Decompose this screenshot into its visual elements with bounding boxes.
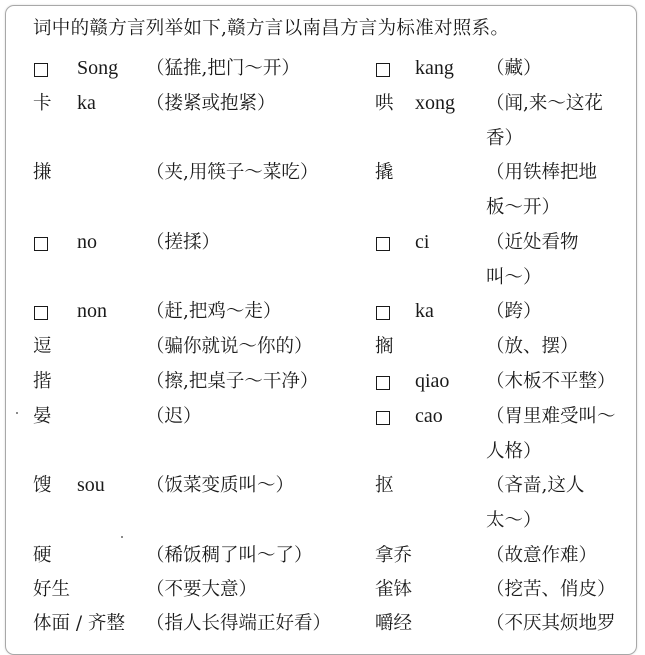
gloss: （猛推,把门～开） [146, 58, 300, 79]
square-placeholder-icon [34, 237, 48, 251]
gloss: （搓揉） [146, 232, 221, 253]
gloss: （藏） [486, 58, 542, 79]
square-placeholder-icon [376, 411, 390, 425]
square-placeholder-icon [34, 63, 48, 77]
gloss: （搂紧或抱紧） [146, 93, 276, 114]
gloss: （不要大意） [146, 579, 258, 600]
missing-char-box [376, 234, 390, 256]
dialect-char: 雀钵 [375, 579, 413, 600]
missing-char-box [376, 303, 390, 325]
square-placeholder-icon [376, 376, 390, 390]
gloss: （放、摆） [486, 336, 579, 357]
dialect-char: 馊 [33, 475, 52, 496]
gloss: （骗你就说～你的） [146, 336, 313, 357]
scan-speck [16, 412, 18, 414]
dialect-char: 抠 [375, 475, 394, 496]
dialect-char: 嚼经 [375, 613, 413, 634]
gloss: （擦,把桌子～干净） [146, 371, 319, 392]
square-placeholder-icon [376, 63, 390, 77]
scan-speck [121, 536, 123, 538]
square-placeholder-icon [376, 306, 390, 320]
pinyin: kang [415, 57, 454, 79]
pinyin: no [77, 231, 97, 253]
gloss: 香） [486, 127, 524, 149]
dialect-char: 逗 [33, 336, 52, 357]
missing-char-box [376, 60, 390, 82]
missing-char-box [34, 234, 48, 256]
gloss: 太～） [486, 509, 542, 531]
gloss: （闻,来～这花 [486, 93, 603, 114]
gloss: 板～开） [486, 196, 561, 218]
gloss: 人格） [486, 440, 542, 462]
missing-char-box [376, 373, 390, 395]
gloss: （饭菜变质叫～） [146, 475, 295, 496]
dialect-char: 搁 [375, 336, 394, 357]
dialect-char: 硬 [33, 545, 52, 566]
gloss: （木板不平整） [486, 371, 616, 392]
square-placeholder-icon [34, 306, 48, 320]
dialect-char: 撬 [375, 162, 394, 183]
pinyin: sou [77, 474, 105, 496]
gloss: （夹,用筷子～菜吃） [146, 162, 319, 183]
square-placeholder-icon [376, 237, 390, 251]
pinyin: ka [415, 300, 434, 322]
gloss: （不厌其烦地罗 [486, 613, 616, 634]
gloss: （故意作难） [486, 545, 598, 566]
dialect-char: 体面 / 齐整 [33, 613, 125, 634]
pinyin: Song [77, 57, 119, 79]
pinyin: xong [415, 92, 455, 114]
missing-char-box [34, 60, 48, 82]
dialect-char: 哄 [375, 93, 394, 114]
dialect-char: 好生 [33, 579, 71, 600]
gloss: （近处看物 [486, 232, 579, 253]
pinyin: ka [77, 92, 96, 114]
dialect-char: 搛 [33, 162, 52, 183]
dialect-char: 拿乔 [375, 545, 413, 566]
gloss: （胃里难受叫～ [486, 406, 616, 427]
pinyin: qiao [415, 370, 450, 392]
missing-char-box [376, 408, 390, 430]
intro-text: 词中的赣方言列举如下,赣方言以南昌方言为标准对照系。 [33, 18, 510, 39]
gloss: （稀饭稠了叫～了） [146, 545, 313, 566]
dialect-char: 揩 [33, 371, 52, 392]
gloss: 叫～） [486, 266, 542, 288]
gloss: （用铁棒把地 [486, 162, 598, 183]
pinyin: cao [415, 405, 443, 427]
gloss: （指人长得端正好看） [146, 613, 332, 634]
gloss: （吝啬,这人 [486, 475, 585, 496]
missing-char-box [34, 303, 48, 325]
gloss: （挖苦、俏皮） [486, 579, 616, 600]
pinyin: ci [415, 231, 430, 253]
gloss: （赶,把鸡～走） [146, 301, 282, 322]
gloss: （迟） [146, 406, 202, 427]
dialect-char: 卡 [33, 93, 52, 114]
gloss: （跨） [486, 301, 542, 322]
pinyin: non [77, 300, 107, 322]
dialect-char: 晏 [33, 406, 52, 427]
